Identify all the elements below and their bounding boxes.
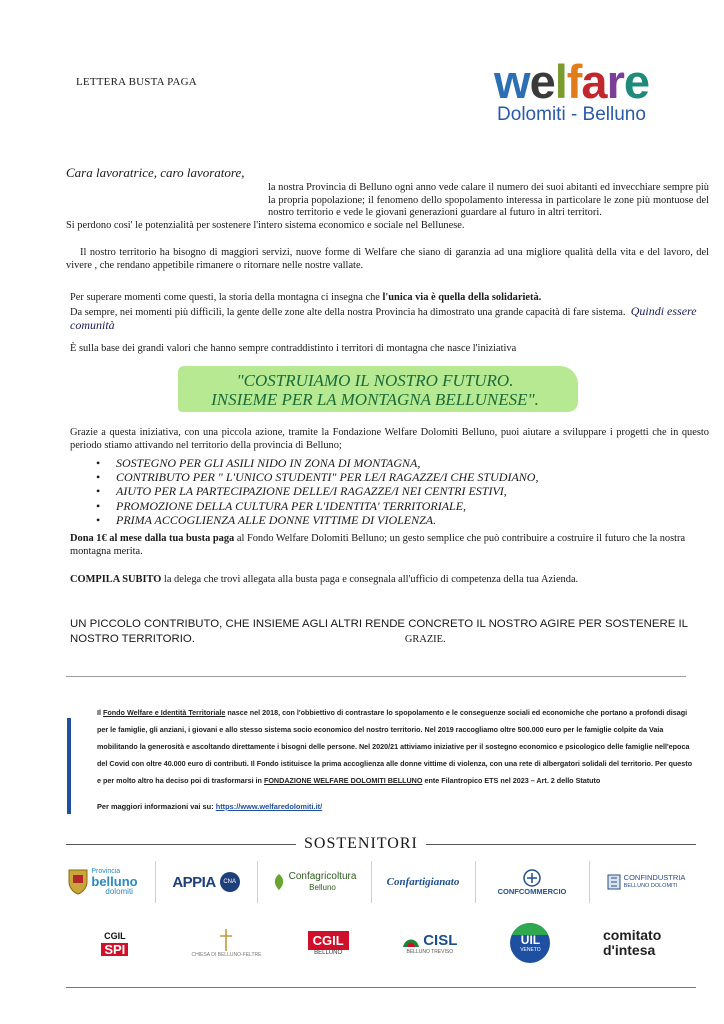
provincia-belluno-logo: Provincia belluno dolomiti xyxy=(62,859,144,905)
list-item: • CONTRIBUTO PER " L'UNICO STUDENTI" PER LE/I RAGAZZE/I CHE STUDIANO, xyxy=(96,470,538,484)
separator xyxy=(475,861,476,903)
separator xyxy=(371,861,372,903)
info-accent-bar xyxy=(67,718,71,814)
uil-veneto-logo: UIL VENETO xyxy=(508,919,552,967)
paragraph-donate: Dona 1€ al mese dalla tua busta paga al Fondo Welfare Dolomiti Belluno; un gesto semplice che può contribuire a costruire il futuro che la nostra montagna merita. xyxy=(70,533,686,557)
cna-badge: CNA xyxy=(220,872,240,892)
list-item: • AIUTO PER LA PARTECIPAZIONE DELLE/I RAGAZZE/I NEI CENTRI ESTIVI, xyxy=(96,484,538,498)
appia-cna-logo: APPIA CNA xyxy=(166,862,246,902)
comitato-dintesa-logo: comitato d'intesa xyxy=(602,927,662,958)
confindustria-logo: CONFINDUSTRIA BELLUNO DOLOMITI xyxy=(600,862,692,902)
cgil-belluno-logo: CGIL BELLUNO xyxy=(305,919,351,967)
community-phrase: Quindi essere comunità xyxy=(70,303,697,333)
sponsors-row-1 xyxy=(62,858,692,906)
salutation: Cara lavoratrice, caro lavoratore, xyxy=(66,165,245,180)
thanks: GRAZIE. xyxy=(404,634,446,645)
cgil-spi-logo: CGIL SPI xyxy=(82,919,148,967)
list-item: • PROMOZIONE DELLA CULTURA PER L'IDENTITA' TERRITORIALE, xyxy=(96,499,538,513)
website-link[interactable]: https://www.welfaredolomiti.it/ xyxy=(215,802,323,811)
separator xyxy=(155,861,156,903)
logo-subtitle: Dolomiti - Belluno xyxy=(497,104,646,125)
coat-of-arms-icon xyxy=(68,869,88,895)
confcommercio-logo: CONFCOMMERCIO xyxy=(486,860,578,904)
separator xyxy=(589,861,590,903)
separator xyxy=(257,861,258,903)
sponsors-title: SOSTENITORI xyxy=(296,835,426,853)
paragraph-projects: Grazie a questa iniziativa, con una piccola azione, tramite la Fondazione Welfare Dolomiti Belluno, puoi aiutare a sviluppare i progetti che in questo periodo stiamo attivando nel territorio della provincia di Belluno; xyxy=(70,427,709,451)
cross-icon xyxy=(218,928,234,952)
footer-rule xyxy=(66,987,696,988)
emblem-icon xyxy=(523,869,541,887)
document-title: LETTERA BUSTA PAGA xyxy=(76,76,197,88)
sponsors-row-2 xyxy=(62,917,692,969)
diocesi-belluno-feltre-logo: CHIESA DI BELLUNO-FELTRE xyxy=(187,919,265,967)
leaf-icon xyxy=(272,873,286,891)
paragraph-solidarity: Per superare momenti come questi, la storia della montagna ci insegna che l'unica via è quella della solidarietà. Da sempre, nei momenti più difficili, la gente delle zone alte della nostra Provincia ha dimostrato una grande capacità di fare sistema. Quindi essere comunità xyxy=(70,292,697,333)
confartigianato-logo: Confartigianato xyxy=(386,876,460,888)
paragraph-fill-form: COMPILA SUBITO la delega che trovi allegata alla busta paga e consegnala all'ufficio di competenza della tua Azienda. xyxy=(70,574,579,585)
paragraph-needs: Il nostro territorio ha bisogno di maggiori servizi, nuove forme di Welfare che siano di garanzia ad una migliore qualità della vita e del lavoro, del vivere , che rendano appetibile rimanere o ritornare nelle nostre vallate. xyxy=(66,247,709,271)
welfare-logo xyxy=(484,55,659,132)
projects-list xyxy=(96,456,538,527)
foundation-info: Il Fondo Welfare e Identità Territoriale nasce nel 2018, con l'obbiettivo di contrastare lo spopolamento e le conseguenze sociali ed economiche che portano a profondi disagi per le famiglie, gli anziani, i giovani e allo stesso sistema socio economico del nostro territorio. Nel 2019 raccogliamo oltre 500.000 euro per le famiglie colpite da Vaia mobilitando la generosità e ascoltando direttamente i bisogni delle persone. Nel 2020/21 attiviamo iniziative per il sostegno economico e psicologico delle famiglie nell'epoca del Covid con oltre 40.000 euro di contributi. Il Fondo istituisce la prima accoglienza alle donne vittime di violenza, con una rete di albergatori solidali del territorio. Per questo e per molto altro ha deciso poi di trasformarsi in FONDAZIONE WELFARE DOLOMITI BELLUNO ente Filantropico ETS nel 2023 – Art. 2 dello Statuto xyxy=(97,708,693,785)
confagricoltura-logo: Confagricoltura Belluno xyxy=(268,862,360,902)
closing-statement: UN PICCOLO CONTRIBUTO, CHE INSIEME AGLI ALTRI RENDE CONCRETO IL NOSTRO AGIRE PER SOSTENERE IL NOSTRO TERRITORIO. GRAZIE. xyxy=(70,618,688,645)
slogan: "COSTRUIAMO IL NOSTRO FUTURO. INSIEME PER LA MONTAGNA BELLUNESE". xyxy=(211,371,539,409)
cisl-mark-icon xyxy=(402,932,420,948)
list-item: • SOSTEGNO PER GLI ASILI NIDO IN ZONA DI MONTAGNA, xyxy=(96,456,538,470)
logo-wordmark: welfare xyxy=(494,55,649,108)
confindustria-mark-icon xyxy=(607,874,621,890)
paragraph-intro: la nostra Provincia di Belluno ogni anno vede calare il numero dei suoi abitanti ed invecchiare sempre più la propria popolazione; il fenomeno dello spopolamento interessa in particolare le zone più montuose del nostro territorio e vede le giovani generazioni guardare al futuro in altri territori. Si perdono cosi' le potenzialità per sostenere l'intero sistema economico e sociale nel Bellunese. xyxy=(66,182,709,231)
cisl-logo: CISL BELLUNO TREVISO xyxy=(391,919,469,967)
paragraph-initiative: È sulla base dei grandi valori che hanno sempre contraddistinto i territori di montagna che nasce l'iniziativa xyxy=(70,343,517,354)
list-item: • PRIMA ACCOGLIENZA ALLE DONNE VITTIME DI VIOLENZA. xyxy=(96,513,538,527)
divider xyxy=(66,676,686,677)
more-info: Per maggiori informazioni vai su: https://www.welfaredolomiti.it/ xyxy=(97,802,323,811)
